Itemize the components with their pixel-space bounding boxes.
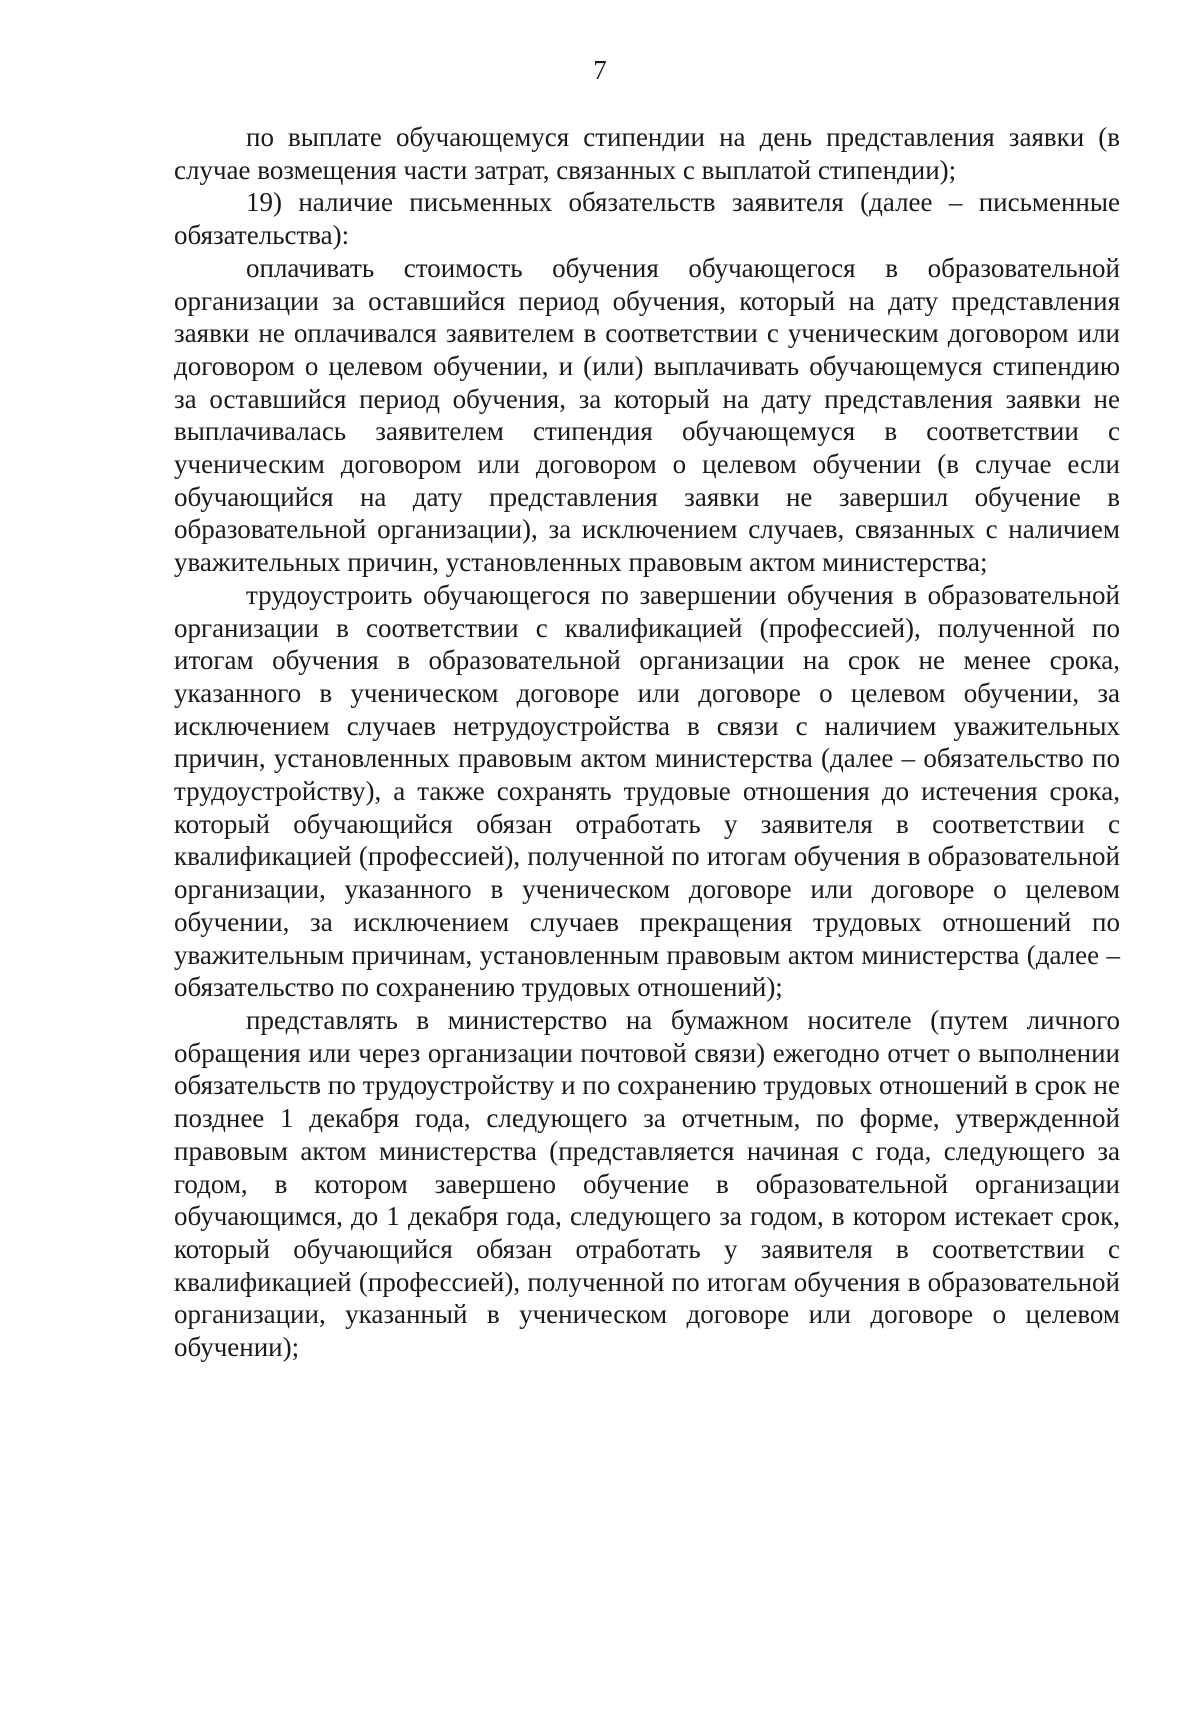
paragraph-submit-report: представлять в министерство на бумажном носителе (путем личного обращения или через организации почтовой связи) ежегодно отчет о выполнении обязательств по трудоустройству и по сохранению трудовых отношений в срок не позднее 1 декабря года, следующего за отчетным, по форме, утвержденной правовым актом министерства (представляется начиная с года, следующего за годом, в котором завершено обучение в образовательной организации обучающимся, до 1 декабря года, следующего за годом, в котором истекает срок, который обучающийся обязан отработать у заявителя в соответствии с квалификацией (профессией), полученной по итогам обучения в образовательной организации, указанный в ученическом договоре или договоре о целевом обучении); [174,1004,1120,1363]
paragraph-pay-tuition: оплачивать стоимость обучения обучающегося в образовательной организации за оставшийся период обучения, который на дату представления заявки не оплачивался заявителем в соответствии с ученическим договором или договором о целевом обучении, и (или) выплачивать обучающемуся стипендию за оставшийся период обучения, за который на дату представления заявки не выплачивалась заявителем стипендия обучающемуся в соответствии с ученическим договором или договором о целевом обучении (в случае если обучающийся на дату представления заявки не завершил обучение в образовательной организации), за исключением случаев, связанных с наличием уважительных причин, установленных правовым актом министерства; [174,252,1120,578]
paragraph-stipend-payment: по выплате обучающемуся стипендии на день представления заявки (в случае возмещения части затрат, связанных с выплатой стипендии); [174,122,1120,185]
paragraph-employ-student: трудоустроить обучающегося по завершении обучения в образовательной организации в соответствии с квалификацией (профессией), полученной по итогам обучения в образовательной организации на срок не менее срока, указанного в ученическом договоре или договоре о целевом обучении, за исключением случаев нетрудоустройства в связи с наличием уважительных причин, установленных правовым актом министерства (далее – обязательство по трудоустройству), а также сохранять трудовые отношения до истечения срока, который обучающийся обязан отработать у заявителя в соответствии с квалификацией (профессией), полученной по итогам обучения в образовательной организации, указанного в ученическом договоре или договоре о целевом обучении, за исключением случаев прекращения трудовых отношений по уважительным причинам, установленным правовым актом министерства (далее – обязательство по сохранению трудовых отношений); [174,579,1120,1003]
document-body [174,121,1120,1364]
page-number: 7 [593,55,607,85]
paragraph-item-19: 19) наличие письменных обязательств заявителя (далее – письменные обязательства): [174,187,1120,251]
